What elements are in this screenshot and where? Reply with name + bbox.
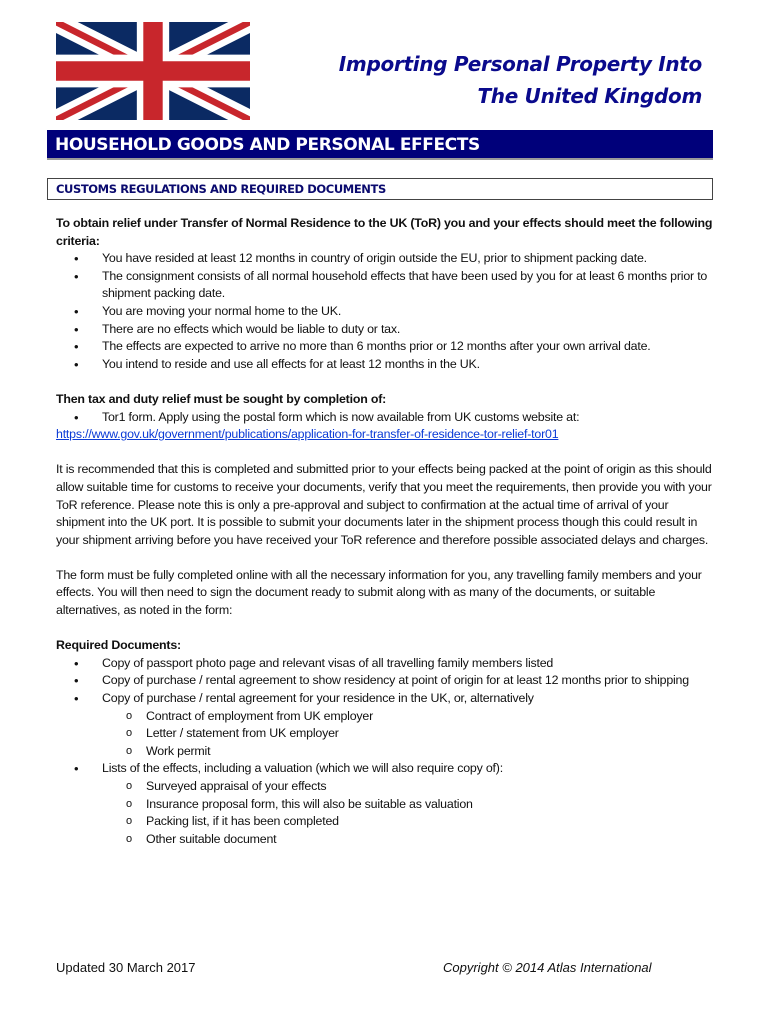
document-subitem: o Other suitable document	[56, 831, 716, 849]
document-subitem: o Packing list, if it has been completed	[56, 813, 716, 831]
required-documents-list	[56, 655, 716, 849]
form-instructions-paragraph: The form must be fully completed online with all the necessary information for you, any travelling family members and your effects. You will then need to sign the document ready to submit along with as many of the documents, or suitable alternatives, as noted in the form:	[56, 567, 702, 618]
document-subitem: o Insurance proposal form, this will also be suitable as valuation	[56, 796, 716, 814]
document-item: • Copy of purchase / rental agreement to show residency at point of origin for at least 12 months prior to shipping	[56, 672, 716, 690]
tor-form-link[interactable]: https://www.gov.uk/government/publications/application-for-transfer-of-residence-tor-relief-tor01	[56, 427, 559, 442]
criteria-intro: To obtain relief under Transfer of Normal Residence to the UK (ToR) you and your effects should meet the following criteria:	[56, 216, 713, 248]
relief-item: • Tor1 form. Apply using the postal form which is now available from UK customs website at:	[56, 409, 716, 427]
section-banner: HOUSEHOLD GOODS AND PERSONAL EFFECTS	[47, 130, 713, 160]
criteria-item: • You are moving your normal home to the UK.	[56, 303, 716, 321]
criteria-item: • The effects are expected to arrive no more than 6 months prior or 12 months after your own arrival date.	[56, 338, 716, 356]
subsection-heading: CUSTOMS REGULATIONS AND REQUIRED DOCUMENTS	[47, 178, 713, 200]
document-subitem: o Contract of employment from UK employer	[56, 708, 716, 726]
document-subitem: o Letter / statement from UK employer	[56, 725, 716, 743]
title-line-2: The United Kingdom	[477, 84, 702, 108]
document-subitem: o Surveyed appraisal of your effects	[56, 778, 716, 796]
union-jack-flag-icon	[56, 22, 250, 120]
document-subitem: o Work permit	[56, 743, 716, 761]
criteria-item: • There are no effects which would be liable to duty or tax.	[56, 321, 716, 339]
criteria-list	[56, 250, 716, 373]
document-item: • Copy of purchase / rental agreement for your residence in the UK, or, alternatively	[56, 690, 716, 708]
relief-heading: Then tax and duty relief must be sought by completion of:	[56, 391, 387, 406]
document-item: • Copy of passport photo page and relevant visas of all travelling family members listed	[56, 655, 716, 673]
criteria-item: • The consignment consists of all normal household effects that have been used by you for at least 6 months prior to shipment packing date.	[56, 268, 716, 303]
criteria-item: • You intend to reside and use all effects for at least 12 months in the UK.	[56, 356, 716, 374]
document-title	[339, 48, 702, 112]
document-body	[56, 215, 716, 848]
updated-date: Updated 30 March 2017	[56, 960, 196, 975]
criteria-item: • You have resided at least 12 months in country of origin outside the EU, prior to shipment packing date.	[56, 250, 716, 268]
relief-list	[56, 409, 716, 427]
recommendation-paragraph: It is recommended that this is completed and submitted prior to your effects being packed at the point of origin as this should allow suitable time for customs to receive your documents, verify that you meet the requirements, then provide you with your ToR reference. Please note this is only a pre-approval and subject to confirmation at the actual time of arrival of your shipment into the UK port. It is possible to submit your documents later in the shipment process though this could result in your shipment arriving before you have received your ToR reference and therefore possible associated delays and charges.	[56, 462, 712, 547]
document-item: • Lists of the effects, including a valuation (which we will also require copy of):	[56, 760, 716, 778]
title-line-1: Importing Personal Property Into	[338, 52, 702, 76]
copyright-notice: Copyright © 2014 Atlas International	[443, 960, 652, 975]
required-documents-heading: Required Documents:	[56, 638, 181, 653]
